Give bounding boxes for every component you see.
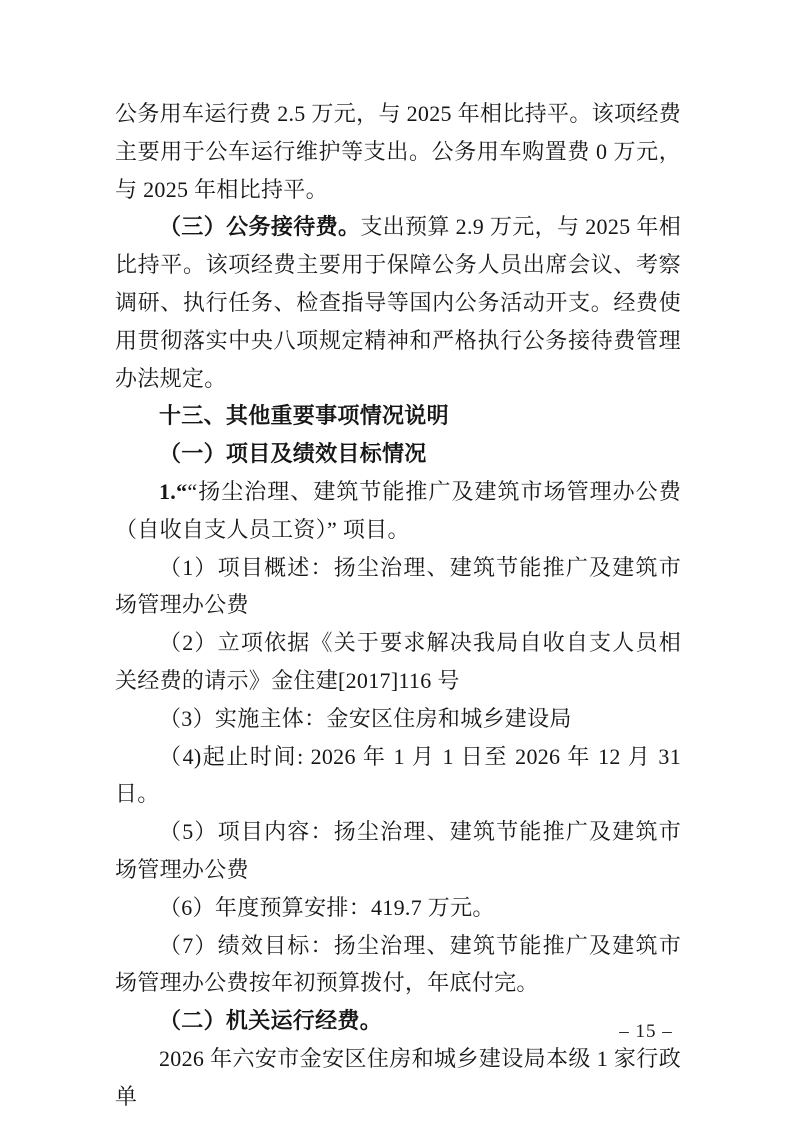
paragraph-text: 2026 年六安市金安区住房和城乡建设局本级 1 家行政单 (115, 1045, 681, 1109)
paragraph-bold-lead: （三）公务接待费。 (159, 214, 361, 240)
paragraph-text: （3）实施主体：金安区住房和城乡建设局 (159, 705, 572, 731)
paragraph-project-basis (115, 624, 681, 700)
paragraph-project-1-title (115, 473, 681, 549)
heading-section-13 (115, 397, 681, 435)
paragraph-text: （1）项目概述：扬尘治理、建筑节能推广及建筑市场管理办公费 (115, 554, 681, 618)
heading-text: （一）项目及绩效目标情况 (159, 441, 427, 467)
heading-text: 十三、其他重要事项情况说明 (159, 403, 449, 429)
paragraph-text: （4)起止时间: 2026 年 1 月 1 日至 2026 年 12 月 31 日。 (115, 743, 681, 807)
paragraph-performance-target (115, 927, 681, 1003)
paragraph-project-content (115, 813, 681, 889)
paragraph-text: （2）立项依据《关于要求解决我局自收自支人员相关经费的请示》金住建[2017]116 号 (115, 630, 681, 693)
paragraph-annual-budget (115, 889, 681, 927)
paragraph-project-duration (115, 738, 681, 814)
paragraph-agency-operating-funds (115, 1040, 681, 1116)
paragraph-vehicle-operating-cost (115, 95, 681, 208)
heading-subsection-1-projects (115, 435, 681, 473)
paragraph-official-reception-cost (115, 208, 681, 397)
page-number: – 15 – (619, 1021, 673, 1042)
heading-subsection-2-agency-operating-funds (115, 1002, 681, 1040)
paragraph-project-implementer (115, 700, 681, 738)
paragraph-text: （6）年度预算安排：419.7 万元。 (159, 894, 495, 920)
paragraph-text: 公务用车运行费 2.5 万元，与 2025 年相比持平。该项经费主要用于公车运行维护等支出。公务用车购置费 0 万元，与 2025 年相比持平。 (115, 101, 681, 202)
paragraph-text: 支出预算 2.9 万元，与 2025 年相比持平。该项经费主要用于保障公务人员出席会议、考察调研、执行任务、检查指导等国内公务活动开支。经费使用贯彻落实中央八项规定精神和严格执行公务接待费管理办法规定。 (115, 214, 681, 391)
paragraph-text: “扬尘治理、建筑节能推广及建筑市场管理办公费（自收自支人员工资）” 项目。 (115, 478, 681, 542)
heading-text: （二）机关运行经费。 (159, 1008, 383, 1034)
paragraph-bold-lead: 1.“ (159, 478, 188, 504)
paragraph-project-overview (115, 549, 681, 625)
paragraph-text: （5）项目内容：扬尘治理、建筑节能推广及建筑市场管理办公费 (115, 819, 681, 882)
paragraph-text: （7）绩效目标：扬尘治理、建筑节能推广及建筑市场管理办公费按年初预算拨付，年底付完。 (115, 932, 681, 996)
document-body (115, 95, 681, 1116)
